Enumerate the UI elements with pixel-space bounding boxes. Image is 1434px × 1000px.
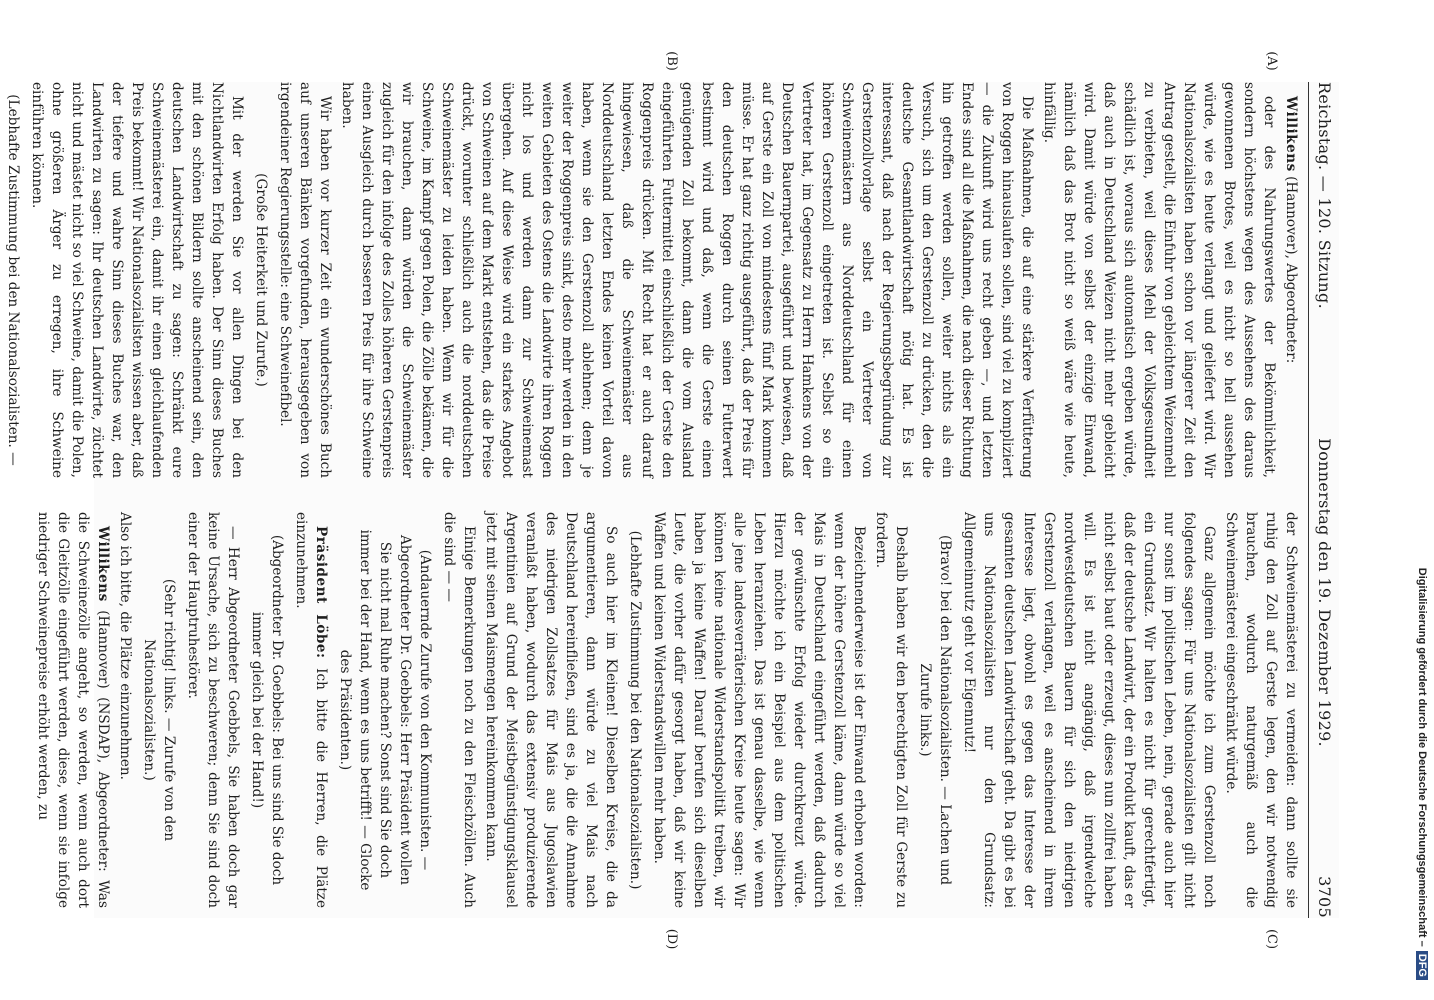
paragraph — [959, 512, 1219, 908]
paragraph-text: oder des Nahrungswertes der Bekömmlichkeit, sondern höchstens wegen des Aussehens des daraus gewonnenen Brotes, weil es nicht so hell aussehen würde, wie es heute verlangt und geliefert wird. Wir Nationalsozialisten haben schon vor längerer Zeit den Antrag gestellt, die Einfuhr von gebleichtem Weizenmehl zu verbieten, weil dieses Mehl der Volksgesundheit schädlich ist, woraus sich automatisch ergeben würde, daß auch in Deutschland Weizen nicht mehr gebleicht wird. Damit würde von selbst der einzige Einwand, nämlich daß das Brot nicht so weiß wäre wie heute, hinfällig. — [1041, 82, 1277, 478]
margin-mark-a: (A) — [1264, 51, 1279, 71]
interjection: (Sehr richtig! links. — Zurufe von den Nationalsozialisten.) — [141, 578, 177, 842]
interjection: (Lebhafte Zustimmung bei den Nationalsozialisten.) — [627, 530, 643, 890]
speaker-name: Willikens — [95, 526, 111, 602]
credit-text: Digitalisierung gefördert durch die Deutsche Forschungsgemeinschaft – — [1416, 567, 1428, 947]
paragraph — [115, 512, 135, 908]
paragraph — [439, 512, 479, 908]
paragraph-text: Mit der werden Sie vor allen Dingen bei den Nichtlandwirten Erfolg haben. Der Sinn dieses Buches mit den schönen Bildern sollte anscheinend sein, den deutschen Landwirtschaft zu sagen: Schränkt eure Schweinemästerei ein, damit ihr einen gleichlaufenden Preis bekommt! Wir Nationalsozialisten wissen aber, daß der tiefere und wahre Sinn dieses Buches war, den Landwirten zu sagen: Ihr deutschen Landwirte, züchtet nicht und mästet nicht so viel Schweine, damit die Polen, ohne größeren Ärger zu erregen, ihre Schweine einführen können. — [29, 82, 245, 478]
speaker-name: Willikens — [1283, 96, 1299, 172]
interjection: (Andauernde Zurufe von den Kommunisten. — Abgeordneter Dr. Goebbels: Herr Präsident wollen Sie nicht mal Ruhe machen? Sonst sind Sie doch immer bei der Hand, wenn es uns betrifft! — Glocke des Präsidenten.) — [337, 529, 433, 891]
paragraph — [481, 512, 621, 908]
left-column — [5, 82, 1301, 478]
right-column — [35, 512, 1301, 908]
paragraph — [1039, 82, 1279, 478]
paragraph-text: (Hannover) (NSDAP), Abgeordneter: Was die Schweinezölle angeht, so werden, wenn auch dort die Gleitzölle eingeführt werden, diese, wenn sie infolge niedriger Schweinepreise erhöht werden, zu — [35, 512, 111, 908]
digitization-credit — [1411, 20, 1433, 980]
paragraph-text: Also ich bitte, die Plätze einzunehmen. — [117, 512, 133, 780]
paragraph — [1221, 512, 1301, 908]
paragraph — [27, 82, 247, 478]
paragraph — [649, 512, 869, 908]
paragraph-text: (Hannover), Abgeordneter: — [1283, 176, 1299, 364]
document-page — [5, 51, 1339, 950]
interjection: (Abgeordneter Dr. Goebbels: Bei uns sind Sie doch immer gleich bei der Hand!) — [249, 534, 285, 886]
paragraph — [1281, 82, 1301, 478]
paragraph-text: Deshalb haben wir den berechtigten Zoll für Gerste zu fordern. — [873, 512, 909, 908]
paragraph — [337, 82, 1037, 478]
speaker-name: Präsident Löbe: — [313, 526, 329, 659]
paragraph-text: Einige Bemerkungen noch zu den Fleischzöllen. Auch die sind — — — [441, 512, 477, 908]
margin-mark-c: (C) — [1264, 928, 1279, 950]
page-number: 3705 — [1315, 876, 1335, 918]
page-header — [1311, 82, 1339, 918]
paragraph-text: Ganz allgemein möchte ich zum Gerstenzoll noch folgendes sagen: Für uns Nationalsozialisten gilt nicht nur sonst im politischen Leben, nein, gerade auch hier ein Grundsatz. Wir halten es nicht für gerechtfertigt, daß der deutsche Landwirt, der ein Produkt kauft, das er nicht selbst baut oder erzeugt, dieses nun zollfrei haben will. Es ist nicht angängig, daß irgendwelche nordwestdeutschen Bauern für sich den niedrigen Gerstenzoll verlangen, weil es anscheinend in ihrem Interesse liegt, obwohl es gegen das Interesse der gesamten deutschen Landwirtschaft geht. Da gibt es bei uns Nationalsozialisten nur den Grundsatz: Allgemeinnutz geht vor Eigennutz! — [961, 512, 1217, 908]
header-date: Donnerstag den 19. Dezember 1929. — [1315, 438, 1335, 747]
paragraph-text: Wir haben vor kurzer Zeit ein wunderschönes Buch auf unseren Bänken vorgefunden, herausgegeben von irgendeiner Regierungsstelle: eine Schweinefibel. — [277, 82, 333, 478]
paragraph-text: Bezeichnenderweise ist der Einwand erhoben worden: wenn der höhere Gerstenzoll käme, dann würde so viel Mais in Deutschland eingeführt werden, daß dadurch der gewünschte Erfolg wieder durchkreuzt würde. Hierzu möchte ich ein Beispiel aus dem politischen Leben heranziehen. Das ist genau dasselbe, wie wenn alle jene landesverräterischen Kreise heute sagen: Wir können keine nationale Widerstandspolitik treiben, wir haben ja keine Waffen! Darauf berufen sich dieselben Leute, die vorher dafür gesorgt haben, daß wir keine Waffen und keinen Widerstandswillen mehr haben. — [651, 512, 867, 908]
paragraph-text: Ich bitte die Herren, die Plätze einzunehmen. — [293, 512, 329, 908]
paragraph — [871, 512, 911, 908]
paragraph-text: Die Maßnahmen, die auf eine stärkere Verfütterung von Roggen hinauslaufen sollen, sind viel zu kompliziert — die Zukunft wird uns recht geben —, und letzten Endes sind all die Maßnahmen, die nach dieser Richtung hin getroffen werden sollen, weiter nichts als ein Versuch, sich um den Gerstenzoll zu drücken, den die deutsche Gesamtlandwirtschaft nötig hat. Es ist interessant, daß nach der Regierungsbegründung zur Gerstenzollvorlage selbst ein Vertreter von Schweinemästern aus Norddeutschland für einen höheren Gerstenzoll eingetreten ist. Selbst so ein Vertreter hat, im Gegensatz zu Herrn Hamkens von der Deutschen Bauernpartei, ausgeführt und bewiesen, daß auf Gerste ein Zoll von mindestens fünf Mark kommen müsse. Er hat ganz richtig ausgeführt, daß der Preis für den deutschen Roggen durch seinen Futterwert bestimmt wird und daß, wenn die Gerste einen genügenden Zoll bekommt, dann die vom Ausland eingeführten Futtermittel einschließlich der Gerste den Roggenpreis drücken. Mit Recht hat er auch darauf hingewiesen, daß die Schweinemäster aus Norddeutschland letzten Endes keinen Vorteil davon haben, wenn sie den Gerstenzoll ablehnen; denn je weiter der Roggenpreis sinkt, desto mehr werden in den weiten Gebieten des Ostens die Landwirte ihren Roggen nicht los und werden dann zur Schweinemast übergehen. Auf diese Weise wird ein starkes Angebot von Schweinen auf dem Markt entstehen, das die Preise drückt, worunter schließlich auch die norddeutschen Schweinemäster zu leiden haben. Wenn wir für die Schweine, im Kampf gegen Polen, die Zölle bekämen, die wir brauchen, dann würden die Schweinemäster zugleich für den infolge des Zolles höheren Gerstenpreis einen Ausgleich durch besseren Preis für ihre Schweine haben. — [339, 82, 1035, 478]
margin-mark-d: (D) — [664, 928, 679, 950]
header-rule — [1308, 82, 1309, 918]
interjection: (Bravo! bei den Nationalsozialisten. — Lachen und Zurufe links.) — [917, 534, 953, 886]
paragraph — [275, 82, 335, 478]
paragraph-text: — Herr Abgeordneter Goebbels, Sie haben doch gar keine Ursache, sich zu beschweren; denn Sie sind doch einer der Hauptruhestörer. — [185, 512, 241, 908]
header-session: Reichstag. — 120. Sitzung. — [1315, 82, 1335, 309]
interjection: (Lebhafte Zustimmung bei den Nationalsozialisten. — — [5, 94, 21, 466]
dfg-logo: DFG — [1416, 951, 1428, 980]
margin-mark-b: (B) — [664, 51, 679, 71]
paragraph — [291, 512, 331, 908]
paragraph — [183, 512, 243, 908]
paragraph-text: So auch hier im Kleinen! Dieselben Kreise, die da argumentieren, dann würde zu viel Mais nach Deutschland hereinfließen, sind es ja, die die Annahme des niedrigen Zollsatzes für Mais aus Jugoslawien veranlaßt haben, wodurch das extensiv produzierende Argentinien auf Grund der Meistbegünstigungsklausel jetzt mit seinen Maismengen hereinkommen kann. — [483, 512, 619, 908]
paragraph — [33, 512, 113, 908]
paragraph-text: der Schweinemästerei zu vermeiden: dann sollte sie ruhig den Zoll auf Gerste legen, den wir notwendig brauchen, wodurch naturgemäß auch die Schweinemästerei eingeschränkt würde. — [1223, 512, 1299, 908]
interjection: (Große Heiterkeit und Zurufe.) — [253, 173, 269, 387]
